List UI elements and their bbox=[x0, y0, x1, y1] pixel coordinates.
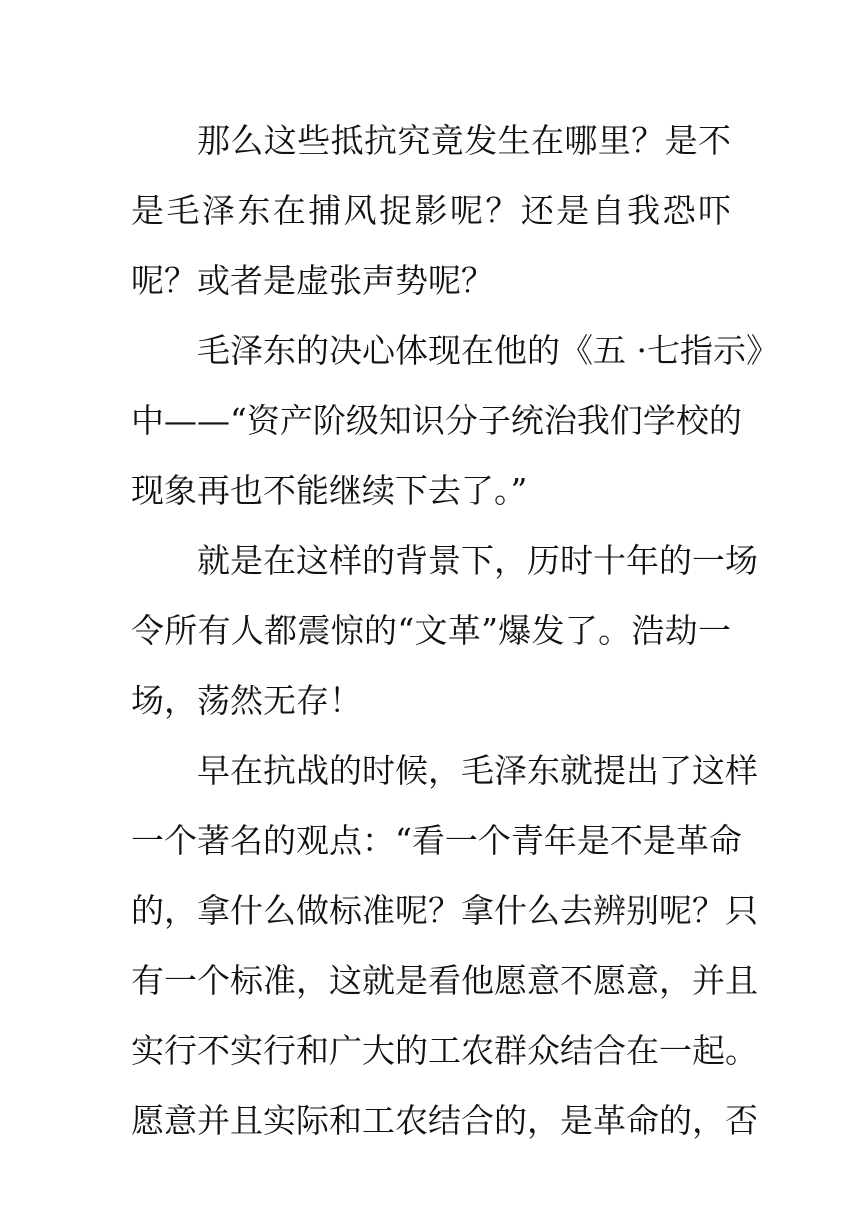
text-line: 早在抗战的时候，毛泽东就提出了这样 bbox=[197, 751, 758, 790]
text-line: 现象再也不能继续下去了。” bbox=[131, 471, 528, 510]
text-line: 一个著名的观点：“看一个青年是不是革命 bbox=[131, 821, 742, 860]
text-line: 是毛泽东在捕风捉影呢？还是自我恐吓 bbox=[131, 191, 731, 230]
text-line: 那么这些抵抗究竟发生在哪里？是不 bbox=[197, 121, 731, 160]
text-line: 令所有人都震惊的“文革”爆发了。浩劫一 bbox=[131, 611, 731, 650]
text-line: 中——“资产阶级知识分子统治我们学校的 bbox=[131, 401, 742, 440]
text-line: 愿意并且实际和工农结合的，是革命的，否 bbox=[131, 1101, 758, 1140]
text-line: 呢？或者是虚张声势呢？ bbox=[131, 261, 494, 300]
text-line: 场，荡然无存！ bbox=[131, 681, 362, 720]
text-line: 的，拿什么做标准呢？拿什么去辨别呢？只 bbox=[131, 891, 758, 930]
text-line: 有一个标准，这就是看他愿意不愿意，并且 bbox=[131, 961, 758, 1000]
text-line: 就是在这样的背景下，历时十年的一场 bbox=[197, 541, 758, 580]
text-line: 实行不实行和广大的工农群众结合在一起。 bbox=[131, 1031, 758, 1070]
text-line: 毛泽东的决心体现在他的《五 ·七指示》 bbox=[197, 331, 779, 370]
